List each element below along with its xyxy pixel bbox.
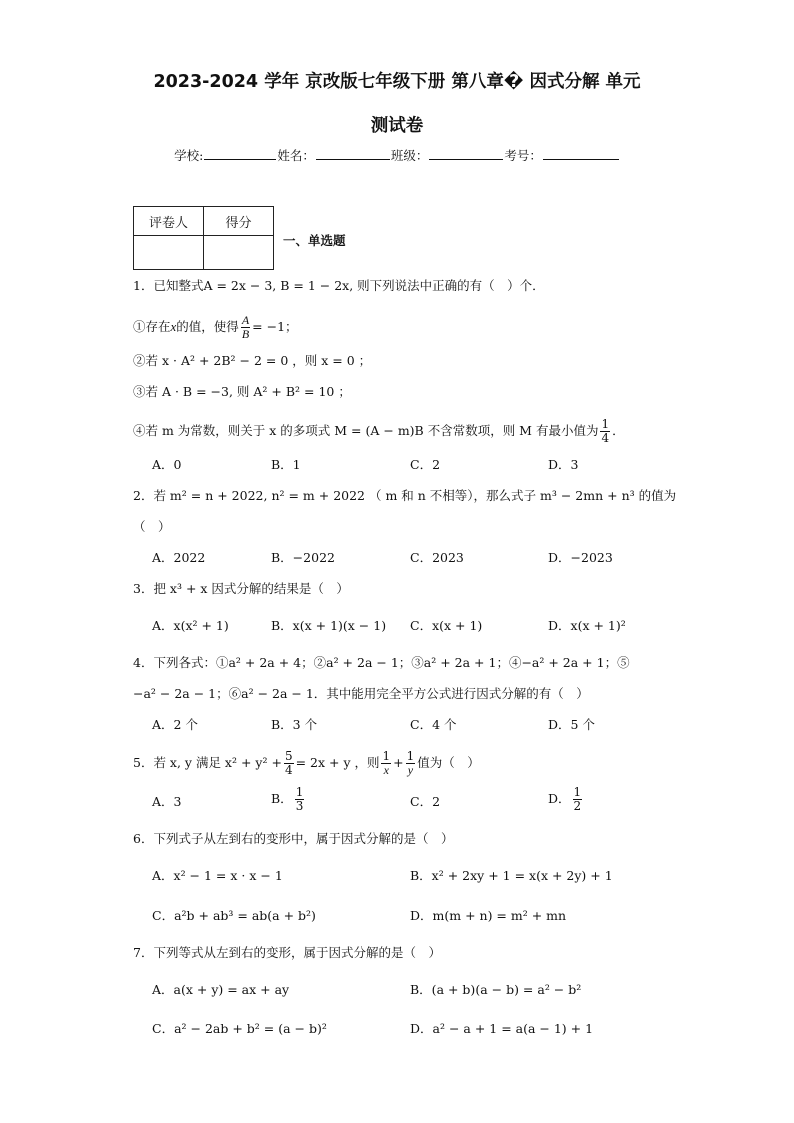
q6-option-a[interactable]: A．x² − 1 = x · x − 1 <box>152 868 283 883</box>
score-table <box>133 206 274 270</box>
name-label: 姓名： <box>277 148 315 163</box>
q5-f3-den: y <box>407 763 414 777</box>
q4-option-a[interactable]: A．2 个 <box>152 717 198 732</box>
q4-stem: 4．下列各式：①a² + 2a + 4；②a² + 2a − 1；③a² + 2a + 1；④−a² + 2a + 1；⑤ <box>133 655 630 670</box>
q5-f2-den: x <box>383 763 389 777</box>
q1-s1-num: A <box>241 313 250 327</box>
q2-option-a[interactable]: A．2022 <box>152 550 206 565</box>
q3-stem: 3．把 x³ + x 因式分解的结果是（ ） <box>133 581 349 596</box>
q1-s1-var: x <box>170 319 177 334</box>
q7-option-a[interactable]: A．a(x + y) = ax + ay <box>152 982 290 997</box>
name-blank[interactable] <box>316 147 390 160</box>
q5-fraction-1-x <box>381 750 391 777</box>
q5-text-a: 5．若 x, y 满足 x² + y² + <box>133 755 282 770</box>
q4-stem-2: −a² − 2a − 1；⑥a² − 2a − 1．其中能用完全平方公式进行因式分解的有（ ） <box>133 686 589 701</box>
q2-stem: 2．若 m² = n + 2022, n² = m + 2022 （ m 和 n 不相等），那么式子 m³ − 2mn + n³ 的值为 <box>133 488 677 503</box>
q3-option-b[interactable]: B．x(x + 1)(x − 1) <box>271 618 387 633</box>
q1-option-b[interactable]: B．1 <box>271 457 301 472</box>
q1-s4-num: 1 <box>601 417 610 431</box>
section-title: 一、单选题 <box>283 233 346 248</box>
q1-option-c[interactable]: C．2 <box>410 457 441 472</box>
q3-option-c[interactable]: C．x(x + 1) <box>410 618 483 633</box>
q5-text-b: = 2x + y ，则 <box>295 755 380 770</box>
q2-option-b[interactable]: B．−2022 <box>271 550 335 565</box>
q7-option-d[interactable]: D．a² − a + 1 = a(a − 1) + 1 <box>410 1021 594 1036</box>
q5-optd-num: 1 <box>573 785 582 799</box>
grader-header: 评卷人 <box>134 207 204 236</box>
q1-statement-2: ②若 x · A² + 2B² − 2 = 0 ，则 x = 0 ； <box>133 353 372 368</box>
q1-s4-fraction <box>600 418 610 445</box>
q5-f1-den: 4 <box>284 763 293 777</box>
class-label: 班级： <box>390 148 429 163</box>
q2-stem-2: （ ） <box>133 519 171 534</box>
q5-option-c[interactable]: C．2 <box>410 794 441 809</box>
q1-stem: 1．已知整式A = 2x − 3, B = 1 − 2x, 则下列说法中正确的有（ ）个． <box>133 278 545 293</box>
q1-s1-tail: = −1； <box>252 319 298 334</box>
q1-statement-4 <box>133 418 625 445</box>
q7-stem: 7．下列等式从左到右的变形，属于因式分解的是（ ） <box>133 945 441 960</box>
q5-stem <box>133 750 480 777</box>
q1-s4-text: ④若 m 为常数，则关于 x 的多项式 M = (A − m)B 不含常数项，则 M 有最小值为 <box>133 423 599 438</box>
q4-option-c[interactable]: C．4 个 <box>410 717 457 732</box>
q1-s1-text: ①存在 <box>133 319 171 334</box>
q4-option-d[interactable]: D．5 个 <box>548 717 595 732</box>
q5-f3-num: 1 <box>406 749 415 763</box>
q5-optb-num: 1 <box>295 785 304 799</box>
q1-s1-den: B <box>241 327 250 341</box>
grader-cell[interactable] <box>134 236 204 270</box>
exam-no-blank[interactable] <box>543 147 619 160</box>
q1-s4-tail: ． <box>612 423 625 438</box>
q3-option-d[interactable]: D．x(x + 1)² <box>548 618 626 633</box>
q5-optb-fraction <box>295 786 305 813</box>
school-label: 学校: <box>174 148 204 163</box>
school-blank[interactable] <box>204 147 276 160</box>
q5-plus: + <box>393 755 404 770</box>
class-blank[interactable] <box>429 147 503 160</box>
exam-title-line1: 2023-2024 学年 京改版七年级下册 第八章� 因式分解 单元 <box>153 72 641 92</box>
student-info-line <box>120 146 674 164</box>
q1-option-a[interactable]: A．0 <box>152 457 182 472</box>
q1-option-d[interactable]: D．3 <box>548 457 579 472</box>
q5-optb-label: B． <box>271 791 293 806</box>
q5-option-b[interactable] <box>271 786 306 813</box>
q5-option-d[interactable] <box>548 786 584 813</box>
q1-s1-text2: 的值，使得 <box>176 319 239 334</box>
q1-s4-den: 4 <box>601 431 610 445</box>
q5-optd-fraction <box>573 786 583 813</box>
q2-option-c[interactable]: C．2023 <box>410 550 464 565</box>
q5-optd-label: D． <box>548 791 571 806</box>
q5-optb-den: 3 <box>295 799 304 813</box>
q6-option-c[interactable]: C．a²b + ab³ = ab(a + b²) <box>152 908 316 923</box>
q2-option-d[interactable]: D．−2023 <box>548 550 613 565</box>
q5-fraction-1-y <box>406 750 416 777</box>
q5-fraction-5-4 <box>284 750 294 777</box>
q6-option-d[interactable]: D．m(m + n) = m² + mn <box>410 908 567 923</box>
q6-option-b[interactable]: B．x² + 2xy + 1 = x(x + 2y) + 1 <box>410 868 613 883</box>
q5-text-c: 值为（ ） <box>417 755 480 770</box>
q3-option-a[interactable]: A．x(x² + 1) <box>152 618 229 633</box>
q6-stem: 6．下列式子从左到右的变形中，属于因式分解的是（ ） <box>133 831 454 846</box>
q1-s1-fraction <box>241 314 250 341</box>
exam-no-label: 考号： <box>504 148 542 163</box>
q7-option-b[interactable]: B．(a + b)(a − b) = a² − b² <box>410 982 582 997</box>
q5-f1-num: 5 <box>284 749 293 763</box>
q1-statement-1 <box>133 314 298 341</box>
q5-f2-num: 1 <box>382 749 391 763</box>
q7-option-c[interactable]: C．a² − 2ab + b² = (a − b)² <box>152 1021 327 1036</box>
score-cell[interactable] <box>204 236 274 270</box>
exam-title-line2: 测试卷 <box>370 116 424 136</box>
q5-option-a[interactable]: A．3 <box>152 794 182 809</box>
q1-statement-3: ③若 A · B = −3, 则 A² + B² = 10 ； <box>133 384 351 399</box>
score-header: 得分 <box>204 207 274 236</box>
q4-option-b[interactable]: B．3 个 <box>271 717 318 732</box>
q5-optd-den: 2 <box>573 799 582 813</box>
